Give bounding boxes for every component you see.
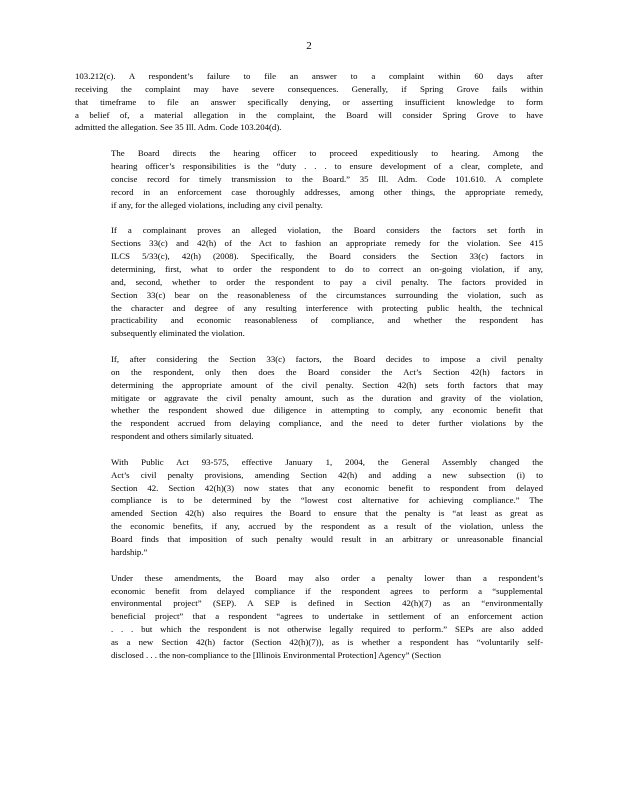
- text-line: mitigate or aggravate the civil penalty amount, such as the duration and gravity of the violation,: [111, 392, 543, 403]
- text-line: as a new Section 42(h) factor (Section 42(h)(7)), as is whether a respondent has “voluntarily self-: [111, 636, 543, 647]
- paragraph: [75, 147, 543, 211]
- paragraph: [75, 70, 543, 134]
- text-line: Sections 33(c) and 42(h) of the Act to fashion an appropriate remedy for the violation. See 415: [111, 238, 543, 249]
- text-line: disclosed . . . the non-compliance to the [Illinois Environmental Protection] Agency” (Section: [111, 649, 442, 660]
- text-line: . . . but which the respondent is not otherwise legally required to perform.” SEPs are also added: [111, 624, 543, 635]
- text-line: subsequently eliminated the violation.: [111, 328, 245, 339]
- text-line: record in an enforcement case thoroughly addresses, among other things, the appropriate remedy,: [111, 186, 543, 197]
- text-line: the respondent accrued from delaying compliance, and the need to deter further violations by the: [111, 418, 543, 429]
- page-number: 2: [306, 40, 312, 52]
- text-line: the economic benefits, if any, accrued by the respondent as a result of the violation, unless the: [111, 521, 543, 532]
- text-line: With Public Act 93-575, effective January 1, 2004, the General Assembly changed the: [111, 456, 543, 467]
- text-line: hardship.”: [111, 546, 148, 557]
- paragraph: [75, 353, 543, 443]
- text-line: If a complainant proves an alleged violation, the Board considers the factors set forth in: [111, 225, 543, 236]
- text-line: and, second, whether to order the respondent to pay a civil penalty. The factors provided in: [111, 276, 543, 287]
- text-line: the character and degree of any resulting interference with protecting public health, the technical: [111, 302, 543, 313]
- text-line: that timeframe to file an answer specifically denying, or asserting insufficient knowledge to form: [75, 96, 543, 107]
- text-line: If, after considering the Section 33(c) factors, the Board decides to impose a civil penalty: [111, 354, 543, 365]
- text-line: determining, first, what to order the respondent to do to correct an on-going violation, if any,: [111, 263, 543, 274]
- text-line: Under these amendments, the Board may also order a penalty lower than a respondent’s: [111, 572, 543, 583]
- text-line: admitted the allegation. See 35 Ill. Adm. Code 103.204(d).: [75, 122, 282, 133]
- text-line: hearing officer’s responsibilities is the “duty . . . to ensure development of a clear, complete, and: [111, 161, 543, 172]
- text-line: environmental project” (SEP). A SEP is defined in Section 42(h)(7) as an “environmentally: [111, 598, 543, 609]
- paragraph: [75, 572, 543, 662]
- text-line: respondent and others similarly situated.: [111, 431, 254, 442]
- text-line: Section 33(c) bear on the reasonableness of the circumstances surrounding the violation, such as: [111, 289, 543, 300]
- text-line: determining the appropriate amount of the civil penalty. Section 42(h) sets forth factors that may: [111, 379, 543, 390]
- text-line: ILCS 5/33(c), 42(h) (2008). Specifically, the Board considers the Section 33(c) factors in: [111, 251, 543, 262]
- text-line: economic benefit from delayed compliance if the respondent agrees to perform a “supplemental: [111, 585, 543, 596]
- text-line: Section 42. Section 42(h)(3) now states that any economic benefit to respondent from delayed: [111, 482, 543, 493]
- paragraph: [75, 456, 543, 559]
- text-line: on the respondent, only then does the Board consider the Act’s Section 42(h) factors in: [111, 366, 543, 377]
- text-line: compliance is to be determined by the “lowest cost alternative for achieving compliance.” The: [111, 495, 543, 506]
- body-text: [75, 70, 543, 675]
- text-line: a belief of, a material allegation in the complaint, the Board will consider Spring Grove to have: [75, 109, 543, 120]
- text-line: practicability and economic reasonableness of compliance, and whether the respondent has: [111, 315, 543, 326]
- text-line: receiving the complaint may have severe consequences. Generally, if Spring Grove fails within: [75, 83, 543, 94]
- text-line: if any, for the alleged violations, including any civil penalty.: [111, 199, 323, 210]
- text-line: amended Section 42(h) also requires the Board to ensure that the penalty is “at least as great as: [111, 508, 543, 519]
- text-line: whether the respondent showed due diligence in attempting to comply, any economic benefit that: [111, 405, 543, 416]
- paragraph: [75, 224, 543, 340]
- text-line: 103.212(c). A respondent’s failure to file an answer to a complaint within 60 days after: [75, 71, 543, 81]
- text-line: beneficial project” that a respondent “agrees to undertake in settlement of an enforcement action: [111, 611, 543, 622]
- text-line: Board finds that imposition of such penalty would result in an arbitrary or unreasonable financial: [111, 534, 543, 544]
- text-line: concise record for timely transmission to the Board.” 35 Ill. Adm. Code 101.610. A complete: [111, 173, 543, 184]
- text-line: The Board directs the hearing officer to proceed expeditiously to hearing. Among the: [111, 148, 543, 159]
- text-line: Act’s civil penalty provisions, amending Section 42(h) and adding a new subsection (i) to: [111, 469, 543, 480]
